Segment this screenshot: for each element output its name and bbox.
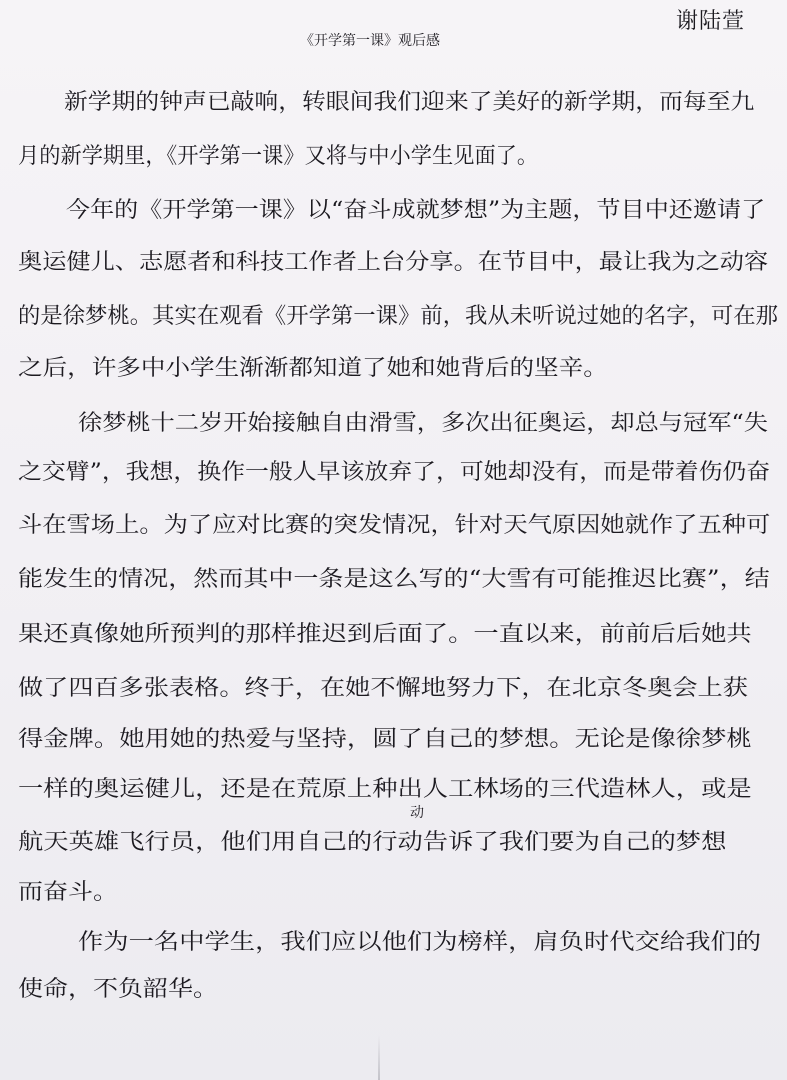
essay-line-16: 而奋斗。 (18, 880, 118, 905)
essay-line-4: 奥运健儿、志愿者和科技工作者上台分享。在节目中，最让我为之动容 (18, 250, 769, 275)
essay-line-18: 使命，不负韶华。 (18, 977, 218, 1002)
essay-line-14: 一样的奥运健儿，还是在荒原上种出人工林场的三代造林人，或是 (18, 777, 752, 802)
essay-line-15: 航天英雄飞行员，他们用自己的行动告诉了我们要为自己的梦想 (18, 830, 727, 855)
author-name: 谢陆萱 (676, 9, 746, 34)
essay-line-2: 月的新学期里，《开学第一课》又将与中小学生见面了。 (18, 144, 539, 169)
essay-line-3: 今年的《开学第一课》以“奋斗成就梦想”为主题，节目中还邀请了 (66, 198, 766, 223)
handwritten-insertion: 动 (410, 805, 424, 821)
page-fold-shadow (378, 1035, 380, 1080)
essay-line-11: 果还真像她所预判的那样推迟到后面了。一直以来，前前后后她共 (18, 622, 752, 647)
essay-line-12: 做了四百多张表格。终于，在她不懈地努力下，在北京冬奥会上获 (18, 676, 748, 701)
essay-line-1: 新学期的钟声已敲响，转眼间我们迎来了美好的新学期，而每至九 (64, 90, 755, 115)
essay-line-7: 徐梦桃十二岁开始接触自由滑雪，多次出征奥运，却总与冠军“失 (78, 411, 768, 436)
essay-line-17: 作为一名中学生，我们应以他们为榜样，肩负时代交给我们的 (78, 930, 762, 955)
essay-line-9: 斗在雪场上。为了应对比赛的突发情况，针对天气原因她就作了五种可 (18, 513, 771, 538)
essay-line-10: 能发生的情况，然而其中一条是这么写的“大雪有可能推迟比赛”，结 (18, 567, 770, 592)
essay-line-5: 的是徐梦桃。其实在观看《开学第一课》前，我从未听说过她的名字，可在那 (18, 304, 778, 329)
essay-line-13: 得金牌。她用她的热爱与坚持，圆了自己的梦想。无论是像徐梦桃 (18, 727, 752, 752)
essay-title: 《开学第一课》观后感 (300, 33, 440, 49)
essay-line-8: 之交臂”，我想，换作一般人早该放弃了，可她却没有，而是带着伤仍奋 (18, 460, 771, 485)
essay-line-6: 之后，许多中小学生渐渐都知道了她和她背后的坚辛。 (18, 356, 608, 381)
